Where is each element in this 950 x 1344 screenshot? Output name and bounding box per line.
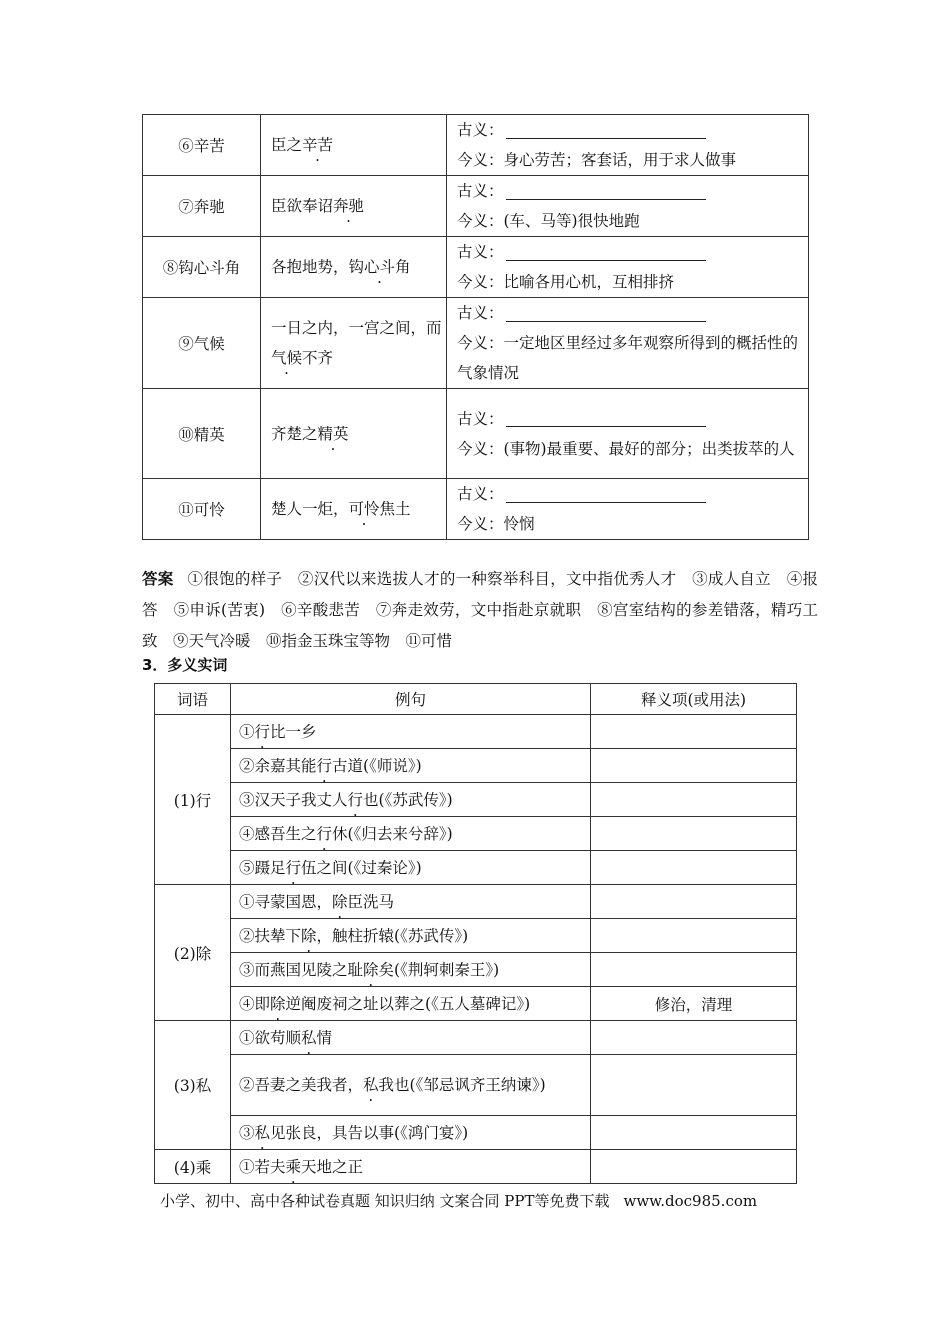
example-text: 天地之正 [301,1157,364,1176]
answer-blank[interactable] [506,185,706,200]
example-cell [261,237,447,298]
emphasized-word: 私 [301,1028,317,1047]
ancient-label: 古义： [457,304,504,322]
ancient-meaning [457,298,808,328]
example-cell [231,1116,591,1150]
example-text: 我也(《邹忌讽齐王纳谏》) [378,1076,546,1094]
example-cell [231,987,591,1021]
ancient-label: 古义： [457,485,504,503]
example-text: 伍之间(《过秦论》) [301,858,422,877]
example-text: 比一乡 [270,722,317,741]
answer-label: 答案 [142,570,174,588]
answer-blank[interactable] [506,246,706,261]
table-row [143,389,809,479]
example-text: ②吾妻之美我者， [239,1076,364,1094]
table-header-row [155,684,797,715]
emphasized-word: 钩心斗角 [348,258,411,276]
table-row [155,1116,797,1150]
emphasized-word: 行 [347,790,364,809]
example-text: 休(《归去来兮辞》) [332,824,453,843]
example-text: 情 [316,1028,333,1047]
meaning-cell [447,237,809,298]
meaning-answer-cell[interactable] [591,885,797,919]
meaning-cell [447,298,809,389]
meaning-answer-cell[interactable] [591,919,797,953]
table-row [143,298,809,389]
example-text: 也(《苏武传》) [363,790,453,809]
example-cell [261,298,447,389]
table-row [155,817,797,851]
word-cell: ⑧钩心斗角 [143,237,261,298]
header-word: 词语 [155,684,231,715]
example-text: ①欲苟顺 [239,1028,302,1047]
word-cell: ⑥辛苦 [143,115,261,176]
footer-url[interactable]: www.doc985.com [623,1192,758,1210]
example-text: 见张良，具告以事(《鸿门宴》) [270,1123,469,1142]
example-cell [231,749,591,783]
modern-meaning: 今义：(车、马等)很快地跑 [457,212,640,230]
modern-meaning: 今义：身心劳苦；客套话，用于求人做事 [457,151,737,169]
meaning-answer-cell[interactable] [591,1021,797,1055]
table-row [155,953,797,987]
ancient-meaning [457,237,808,267]
header-example: 例句 [231,684,591,715]
emphasized-word: 气候 [271,349,303,367]
emphasized-word: 行 [254,722,271,741]
example-text: 古道(《师说》) [332,756,422,775]
meaning-answer-cell[interactable] [591,749,797,783]
ancient-label: 古义： [457,409,504,428]
example-cell [231,1055,591,1116]
archaic-meaning-table [142,114,809,540]
word-cell: (3)私 [155,1021,231,1150]
meaning-answer-cell[interactable] [591,1055,797,1116]
modern-meaning: 今义：比喻各用心机，互相排挤 [457,273,675,291]
meaning-answer-cell[interactable] [591,1116,797,1150]
ancient-meaning [457,176,808,206]
table-row [155,783,797,817]
word-cell: (4)乘 [155,1150,231,1184]
word-cell: (2)除 [155,885,231,1021]
table-row [155,919,797,953]
example-cell [231,885,591,919]
example-text: ① [239,722,255,741]
word-cell: (1)行 [155,715,231,885]
emphasized-word: 辛苦 [302,136,334,154]
table-row [155,749,797,783]
emphasized-word: 乘 [285,1157,302,1176]
example-text: 一日之内，一宫之间，而 [271,319,442,337]
emphasized-word: 奔驰 [333,197,365,215]
meaning-answer-cell[interactable] [591,817,797,851]
example-cell [261,389,447,479]
example-cell [231,783,591,817]
example-cell [231,851,591,885]
example-cell [231,1021,591,1055]
footer-text: 小学、初中、高中各种试卷真题 知识归纳 文案合同 PPT等免费下载 [160,1192,610,1210]
word-cell: ⑨气候 [143,298,261,389]
modern-meaning: 今义：怜悯 [457,515,535,533]
ancient-meaning [457,404,808,434]
example-text: ②扶辇下 [239,926,302,945]
emphasized-word: 私 [363,1076,379,1094]
ancient-meaning [457,115,808,145]
example-text: ③而燕国见陵之耻 [239,960,364,979]
example-text: 楚人一炬， [271,500,349,518]
meaning-answer-cell[interactable] [591,783,797,817]
table-row [143,237,809,298]
emphasized-word: 除 [363,960,379,979]
emphasized-word: 除 [301,926,317,945]
example-text: 不齐 [302,349,334,367]
answer-blank[interactable] [506,124,706,139]
word-cell: ⑪可怜 [143,479,261,540]
meaning-cell [447,176,809,237]
answer-text: ①很饱的样子 ②汉代以来选拔人才的一种察举科目，文中指优秀人才 ③成人自立 ④报答 ⑤申诉(苦衷) ⑥辛酸悲苦 ⑦奔走效劳，文中指赴京就职 ⑧宫室结构的参差错落，精巧工致 ⑨天气冷暖 ⑩指金玉珠宝等物 ⑪可惜 [142,570,818,650]
table-row [155,1055,797,1116]
header-meaning: 释义项(或用法) [591,684,797,715]
table-row [155,1150,797,1184]
example-text: ⑤蹑足 [239,858,286,877]
table-row [143,479,809,540]
emphasized-word: 除 [332,892,348,911]
example-text: ④即 [239,994,271,1013]
table-row [143,176,809,237]
example-text: ①若夫 [239,1157,286,1176]
example-text: 各抱地势， [271,258,349,276]
answer-blank[interactable] [506,307,706,322]
example-text: 臣之 [271,136,303,154]
example-text: 臣欲奉诏 [271,197,334,215]
example-text: ②余嘉其能 [239,756,317,775]
section-heading: 3．多义实词 [142,656,228,674]
emphasized-word: 私 [254,1123,271,1142]
table-row [155,885,797,919]
answer-block [142,564,818,657]
meaning-answer-cell[interactable] [591,953,797,987]
example-cell [261,479,447,540]
answer-blank[interactable] [506,412,706,427]
example-text: ③ [239,1123,255,1142]
example-text: ③汉天子我丈人 [239,790,348,809]
example-text: 齐楚之 [271,424,318,443]
table-row [155,1021,797,1055]
emphasized-word: 可怜 [348,500,380,518]
emphasized-word: 除 [270,994,286,1013]
example-cell [231,953,591,987]
ancient-label: 古义： [457,243,504,261]
meaning-answer-cell[interactable]: 修治，清理 [591,987,797,1021]
example-text: ①寻蒙国恩， [239,892,333,911]
footer [160,1190,757,1211]
example-text: 矣(《荆轲刺秦王》) [378,960,500,979]
table-row [155,987,797,1021]
emphasized-word: 精英 [317,424,349,443]
meaning-answer-cell[interactable] [591,1150,797,1184]
modern-meaning: 今义：一定地区里经过多年观察所得到的概括性的气象情况 [457,334,799,382]
example-cell [231,817,591,851]
emphasized-word: 行 [316,756,333,775]
example-text: 臣洗马 [347,892,395,911]
meaning-cell [447,479,809,540]
answer-blank[interactable] [506,488,706,503]
example-cell [231,715,591,749]
word-cell: ⑩精英 [143,389,261,479]
meaning-answer-cell[interactable] [591,851,797,885]
meaning-cell [447,115,809,176]
word-cell: ⑦奔驰 [143,176,261,237]
example-text: ④感吾生之 [239,824,317,843]
emphasized-word: 行 [285,858,302,877]
ancient-meaning [457,479,808,509]
table-row [143,115,809,176]
meaning-cell [447,389,809,479]
ancient-label: 古义： [457,121,504,139]
example-cell [261,115,447,176]
example-cell [231,1150,591,1184]
table-row [155,715,797,749]
ancient-label: 古义： [457,182,504,200]
example-text: 焦土 [379,500,411,518]
table-row [155,851,797,885]
example-text: ，触柱折辕(《苏武传》) [316,926,469,945]
example-cell [261,176,447,237]
emphasized-word: 行 [316,824,333,843]
example-cell [231,919,591,953]
polysemy-table [154,683,797,1184]
meaning-answer-cell[interactable] [591,715,797,749]
modern-meaning: 今义：(事物)最重要、最好的部分；出类拔萃的人 [457,439,795,458]
example-text: 逆阉废祠之址以葬之(《五人墓碑记》) [285,994,531,1013]
